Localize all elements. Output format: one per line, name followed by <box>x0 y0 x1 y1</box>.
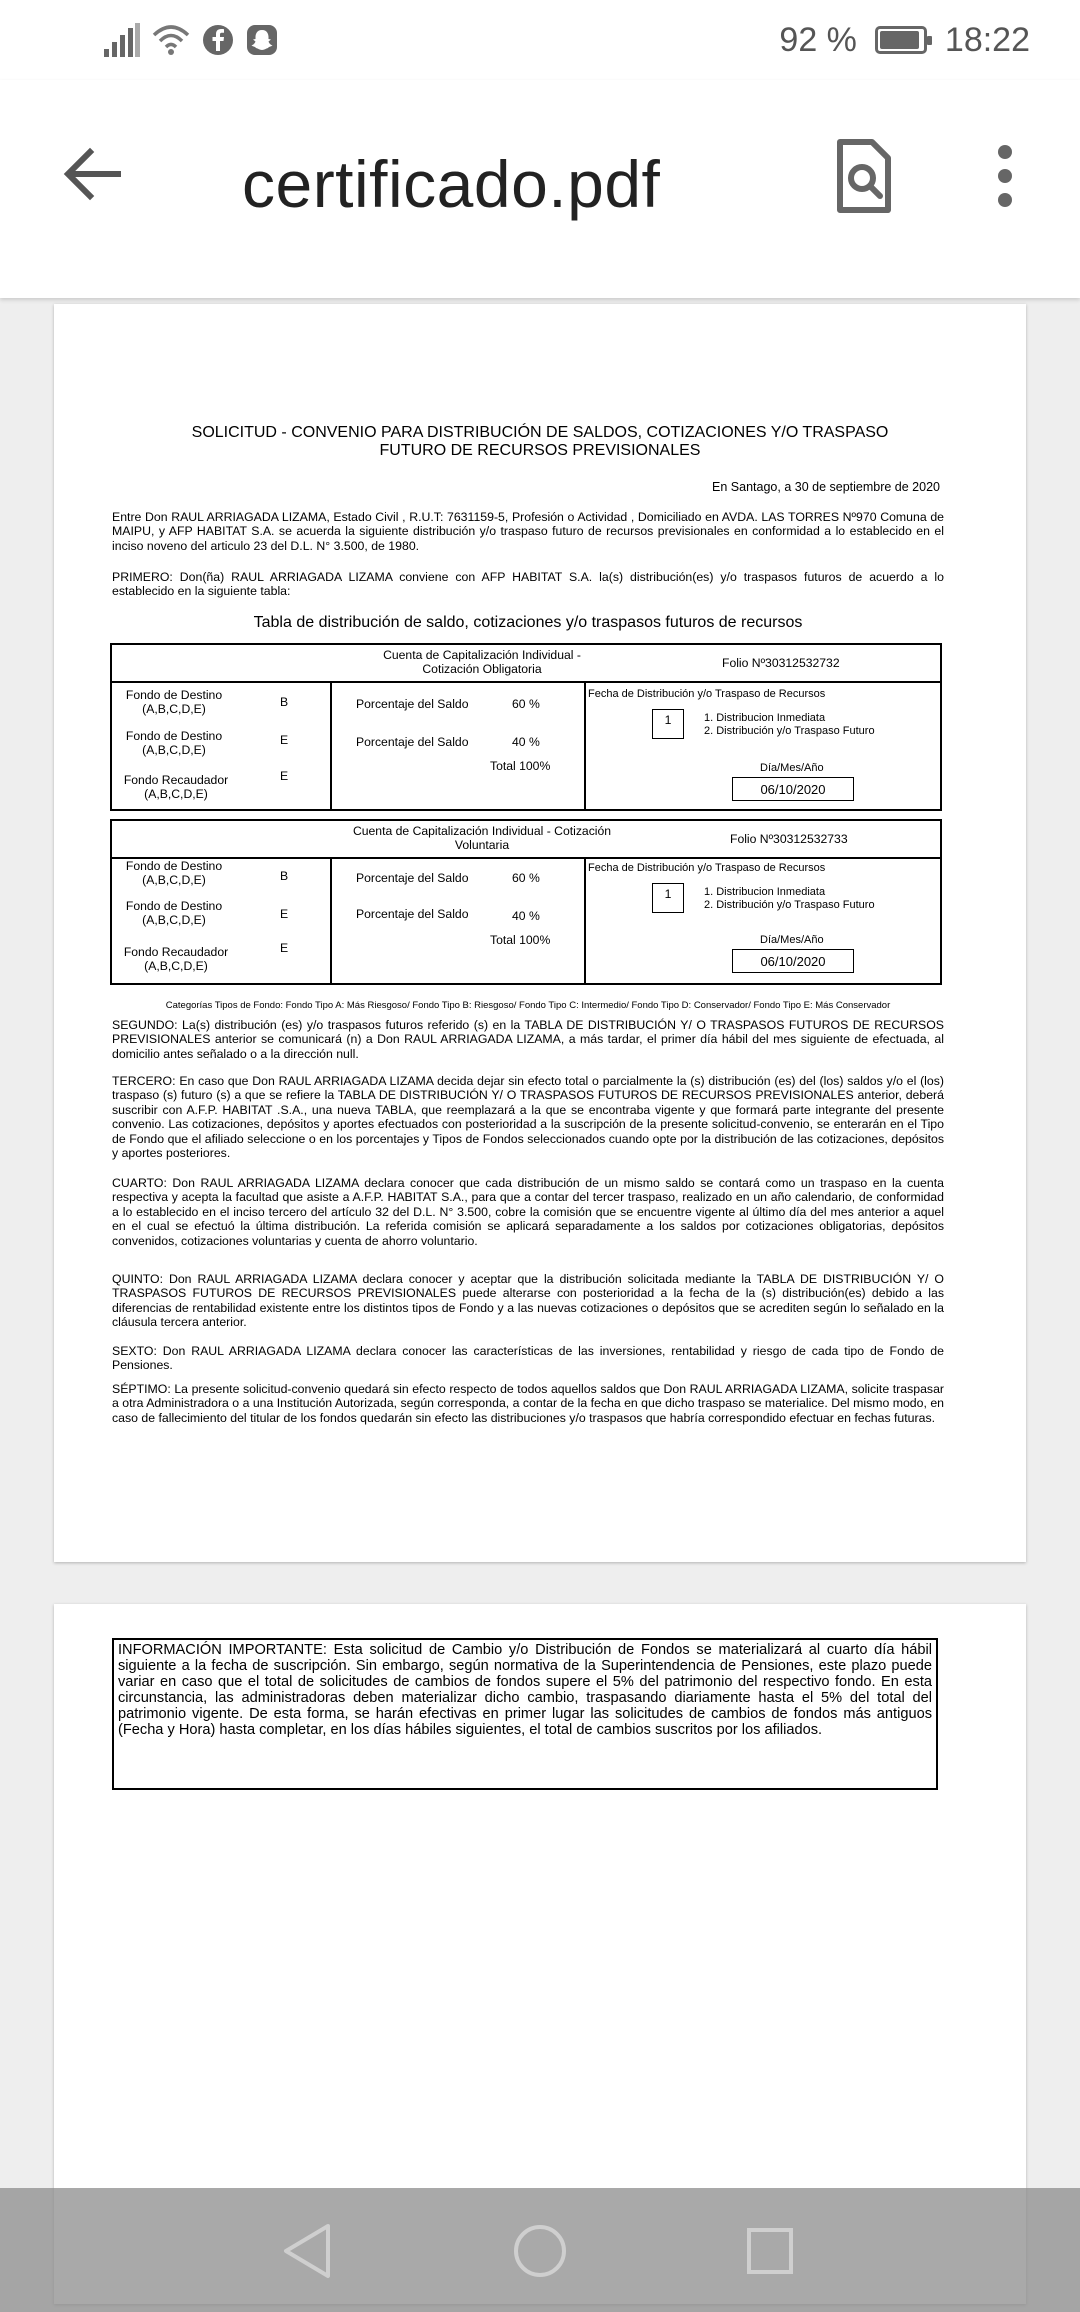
wifi-icon <box>152 23 190 57</box>
total-value: Total 100% <box>490 759 551 773</box>
label-text: Fondo de Destino <box>125 899 223 913</box>
table-header-line-2: Voluntaria <box>454 838 510 852</box>
table-header-title <box>332 824 632 852</box>
option-box: 1 <box>652 883 684 913</box>
more-vert-icon <box>980 136 1030 216</box>
fondo-destino-label <box>116 688 232 716</box>
fondo-destino-label <box>116 729 232 757</box>
fondo-codes: (A,B,C,D,E) <box>142 913 206 927</box>
primero-paragraph: PRIMERO: Don(ña) RAUL ARRIAGADA LIZAMA conviene con AFP HABITAT S.A. la(s) distribución(es) y/o traspasos futuros de acuerdo a lo establecido en la siguiente tabla: <box>112 570 944 599</box>
intro-paragraph: Entre Don RAUL ARRIAGADA LIZAMA, Estado Civil , R.U.T: 7631159-5, Profesión o Actividad , Domiciliado en AVDA. LAS TORRES Nº970 Comuna de MAIPU, y AFP HABITAT S.A. se acuerda la siguiente distribución y/o traspaso futuro de recursos previsionales en conformidad a lo establecido en el inciso noveno del articulo 23 del D.L. N° 3.500, de 1980. <box>112 510 944 553</box>
snapchat-icon <box>246 24 278 56</box>
table-header <box>112 645 940 683</box>
porcentaje-label: Porcentaje del Saldo <box>356 697 469 711</box>
column-divider <box>330 683 332 809</box>
dia-mes-ano-label: Día/Mes/Año <box>760 762 824 774</box>
nav-recents-icon <box>735 2216 805 2286</box>
label-text: Fondo de Destino <box>125 859 223 873</box>
fondo-value: B <box>280 869 289 883</box>
label-text: Fondo de Destino <box>125 688 223 702</box>
signal-icon <box>104 23 140 57</box>
porcentaje-value: 40 % <box>512 909 540 923</box>
fondo-value: E <box>280 769 289 783</box>
date-box: 06/10/2020 <box>732 949 854 973</box>
doc-title-line-2: FUTURO DE RECURSOS PREVISIONALES <box>379 442 701 459</box>
option-2: 2. Distribución y/o Traspaso Futuro <box>704 725 875 737</box>
option-1: 1. Distribucion Inmediata <box>704 712 826 724</box>
segundo-paragraph: SEGUNDO: La(s) distribución (es) y/o traspasos futuros referido (s) en la TABLA DE DISTRIBUCIÓN Y/ O TRASPASOS FUTUROS DE RECURSOS PREVISIONALES anterior se comunicará (n) a Don RAUL ARRIAGADA LIZAMA, a más tardar, el primer día hábil del mes siguiente de efectuada, al domicilio antes señalado o a la dirección null. <box>112 1018 944 1061</box>
fondo-codes: (A,B,C,D,E) <box>142 702 206 716</box>
porcentaje-label: Porcentaje del Saldo <box>356 871 469 885</box>
pdf-page-1[interactable] <box>54 304 1026 1562</box>
facebook-icon <box>202 24 234 56</box>
navigation-bar <box>0 2188 1080 2312</box>
table-caption: Tabla de distribución de saldo, cotizaciones y/o traspasos futuros de recursos <box>253 614 803 631</box>
porcentaje-value: 60 % <box>512 871 540 885</box>
column-divider <box>584 859 586 983</box>
back-arrow-icon <box>52 136 132 216</box>
nav-back-icon <box>272 2216 342 2286</box>
dia-mes-ano-label: Día/Mes/Año <box>760 934 824 946</box>
battery-percent: 92 % <box>779 20 857 59</box>
nav-recents-button[interactable] <box>735 2216 805 2286</box>
fondo-codes: (A,B,C,D,E) <box>142 743 206 757</box>
fondo-value: E <box>280 941 289 955</box>
fecha-label: Fecha de Distribución y/o Traspaso de Recursos <box>588 688 826 700</box>
cuarto-paragraph: CUARTO: Don RAUL ARRIAGADA LIZAMA declara conocer que cada distribución de un mismo saldo se contará como un traspaso en la cuenta respectiva y acepta la facultad que asiste a A.F.P. HABITAT S.A., para que a contar del tercer traspaso, realizado en un año calendario, de conformidad a lo establecido en el inciso tercero del artículo 32 del D.L. N° 3.500, cobre la comisión que se encuentre vigente al último día del mes anterior a aquel en el cual se efectuó la última distribución. La referida comisión se aplicará separadamente a los saldos por cotizaciones obligatorias, depósitos convenidos, cotizaciones voluntarias y cuenta de ahorro voluntario. <box>112 1176 944 1248</box>
porcentaje-value: 60 % <box>512 697 540 711</box>
important-info-box: INFORMACIÓN IMPORTANTE: Esta solicitud de Cambio y/o Distribución de Fondos se materializará al cuarto día hábil siguiente a la fecha de suscripción. Sin embargo, según normativa de la Superintendencia de Pensiones, este plazo puede variar en caso que el total de solicitudes de cambios de fondos supere el 5% del patrimonio del respectivo fondo. En esta circunstancia, las administradoras deben materializar dicho cambio, traspasando diariamente hasta el 5% del total del patrimonio vigente. De esta forma, se harán efectivas en primer lugar las solicitudes de cambios de fondos más antiguos (Fecha y Hora) hasta completar, en los días hábiles siguientes, el total de cambios suscritos por los afiliados. <box>112 1638 938 1790</box>
label-text: Fondo de Destino <box>125 729 223 743</box>
status-bar <box>0 0 1080 80</box>
distribution-table-voluntaria <box>110 819 942 985</box>
doc-date: En Santago, a 30 de septiembre de 2020 <box>712 480 940 494</box>
fondo-value: B <box>280 695 289 709</box>
status-right <box>779 16 1030 64</box>
porcentaje-label: Porcentaje del Saldo <box>356 907 469 921</box>
label-text: Fondo Recaudador <box>123 945 229 959</box>
battery-icon <box>875 26 927 54</box>
table-header-line-1: Cuenta de Capitalización Individual - Cotización <box>352 824 612 838</box>
fondo-value: E <box>280 733 289 747</box>
status-icons <box>104 20 278 60</box>
table-header <box>112 821 940 859</box>
fondo-value: E <box>280 907 289 921</box>
porcentaje-value: 40 % <box>512 735 540 749</box>
fondo-codes: (A,B,C,D,E) <box>144 787 208 801</box>
folio-number: Folio Nº30312532733 <box>730 832 848 846</box>
septimo-paragraph: SÉPTIMO: La presente solicitud-convenio quedará sin efecto respecto de todos aquellos saldos que Don RAUL ARRIAGADA LIZAMA, solicite traspasar a otra Administradora o a una Institución Autorizada, según corresponda, a contar de la fecha en que dicho traspaso se materialice. Del mismo modo, en caso de fallecimiento del titular de los fondos quedarán sin efecto las distribuciones y/o traspasos que habría correspondido efectuar en fechas futuras. <box>112 1382 944 1425</box>
fondo-destino-label <box>116 899 232 927</box>
doc-title <box>154 424 926 460</box>
option-2: 2. Distribución y/o Traspaso Futuro <box>704 899 875 911</box>
clock: 18:22 <box>944 20 1030 59</box>
option-box: 1 <box>652 709 684 739</box>
fecha-label: Fecha de Distribución y/o Traspaso de Recursos <box>588 862 826 874</box>
table-header-line-2: Cotización Obligatoria <box>422 662 542 676</box>
porcentaje-label: Porcentaje del Saldo <box>356 735 469 749</box>
sexto-paragraph: SEXTO: Don RAUL ARRIAGADA LIZAMA declara conocer las características de las inversiones, rentabilidad y riesgo de cada tipo de Fondo de Pensiones. <box>112 1344 944 1373</box>
nav-home-icon <box>505 2216 575 2286</box>
document-title: certificado.pdf <box>242 147 661 221</box>
search-in-document-button[interactable] <box>826 136 906 216</box>
distribution-table-obligatoria <box>110 643 942 811</box>
fund-categories-note: Categorías Tipos de Fondo: Fondo Tipo A: Más Riesgoso/ Fondo Tipo B: Riesgoso/ Fondo Tipo C: Intermedio/ Fondo Tipo D: Conservador/ Fondo Tipo E: Más Conservador <box>165 1000 891 1011</box>
tercero-paragraph: TERCERO: En caso que Don RAUL ARRIAGADA LIZAMA decida dejar sin efecto total o parcialmente la (s) distribución (es) del (los) saldos y/o el (los) traspaso (s) futuro (s) a que se refiere la TABLA DE DISTRIBUCIÓN Y/ O TRASPASOS FUTUROS DE RECURSOS PREVISIONALES anterior, deberá suscribir con A.F.P. HABITAT .S.A., una nueva TABLA, que reemplazará a la que se encontraba vigente y que formará parte integrante del presente convenio. Las cotizaciones, depósitos y aportes efectuados con posterioridad a la suscripción de la presente solicitud-convenio, se enterarán en el Tipo de Fondo que el afiliado seleccione o en los porcentajes y Tipos de Fondos seleccionados cuando opte por la distribución de las cotizaciones, depósitos y aportes posteriores. <box>112 1074 944 1161</box>
column-divider <box>330 859 332 983</box>
label-text: Fondo Recaudador <box>123 773 229 787</box>
more-options-button[interactable] <box>980 136 1030 216</box>
option-1: 1. Distribucion Inmediata <box>704 886 826 898</box>
fondo-codes: (A,B,C,D,E) <box>144 959 208 973</box>
app-bar <box>0 80 1080 298</box>
doc-title-line-1: SOLICITUD - CONVENIO PARA DISTRIBUCIÓN DE SALDOS, COTIZACIONES Y/O TRASPASO <box>191 424 889 441</box>
fondo-recaudador-label <box>116 773 236 801</box>
quinto-paragraph: QUINTO: Don RAUL ARRIAGADA LIZAMA declara conocer y aceptar que la distribución solicitada mediante la TABLA DE DISTRIBUCIÓN Y/ O TRASPASOS FUTUROS DE RECURSOS PREVISIONALES puede alterarse con posterioridad a la fecha de la (s) distribución(es) debido a las diferencias de rentabilidad existente entre los distintos tipos de Fondo y a las nuevas cotizaciones o depósitos que se acrediten según lo señalado en la cláusula tercera anterior. <box>112 1272 944 1330</box>
total-value: Total 100% <box>490 933 551 947</box>
table-header-line-1: Cuenta de Capitalización Individual - <box>383 648 581 662</box>
battery-level <box>880 31 919 49</box>
nav-back-button[interactable] <box>272 2216 342 2286</box>
search-document-icon <box>826 136 906 216</box>
fondo-destino-label <box>116 859 232 887</box>
back-button[interactable] <box>52 136 132 216</box>
nav-home-button[interactable] <box>505 2216 575 2286</box>
column-divider <box>584 683 586 809</box>
table-header-title <box>362 648 602 676</box>
fondo-recaudador-label <box>116 945 236 973</box>
date-box: 06/10/2020 <box>732 777 854 801</box>
folio-number: Folio Nº30312532732 <box>722 656 840 670</box>
fondo-codes: (A,B,C,D,E) <box>142 873 206 887</box>
